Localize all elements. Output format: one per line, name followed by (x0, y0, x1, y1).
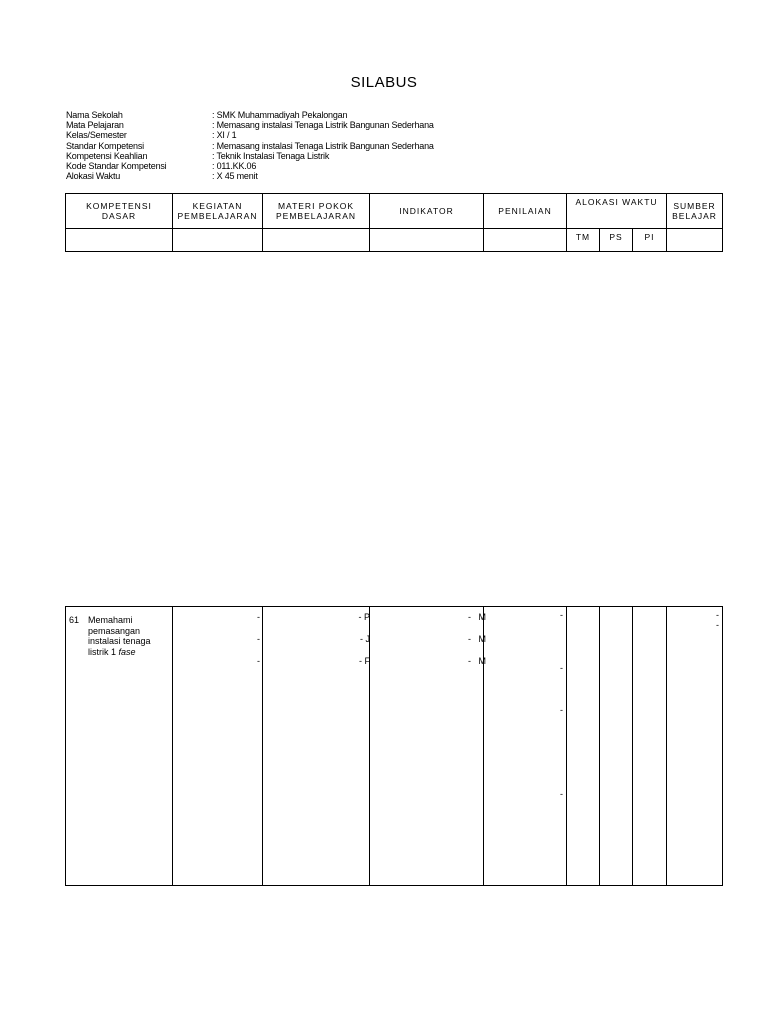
dash-marker: - (560, 705, 563, 715)
header-line: KOMPETENSI (86, 201, 152, 211)
kompetensi-line: pemasangan (88, 625, 141, 636)
cell-pi (633, 607, 667, 886)
info-value: : Teknik Instalasi Tenaga Listrik (212, 150, 330, 161)
col-header-indikator: INDIKATOR (370, 194, 484, 229)
col-header-sumber (667, 194, 723, 229)
info-value: : X 45 menit (212, 171, 258, 182)
cell-tm (567, 607, 600, 886)
kompetensi-line-italic: fase (118, 646, 136, 657)
col-header-kegiatan (173, 194, 263, 229)
info-row-standard (66, 141, 434, 151)
info-label: Kelas/Semester (66, 130, 127, 141)
dash-marker: - (716, 620, 719, 630)
empty-cell (263, 229, 370, 252)
page-title: SILABUS (350, 74, 418, 91)
col-header-tm: TM (567, 229, 600, 252)
syllabus-body-table (65, 606, 723, 886)
dash-marker: - (467, 656, 471, 666)
col-header-penilaian: PENILAIAN (484, 194, 567, 229)
empty-cell (484, 229, 567, 252)
indikator-letter: M (478, 634, 486, 644)
row-number: 61 (69, 615, 80, 625)
info-label: Nama Sekolah (66, 110, 123, 120)
materi-letter: J (365, 634, 370, 644)
dash-marker: - (560, 789, 563, 799)
dash-marker: - (358, 656, 362, 666)
syllabus-info (66, 110, 434, 181)
info-label: Kompetensi Keahlian (66, 150, 148, 161)
kompetensi-text (88, 615, 158, 657)
info-value: : Memasang instalasi Tenaga Listrik Bangunan Sederhana (212, 140, 434, 151)
info-label: Kode Standar Kompetensi (66, 161, 167, 172)
materi-marker (358, 612, 370, 622)
cell-penilaian (484, 607, 567, 886)
info-row-time (66, 171, 434, 181)
info-value: : SMK Muhammadiyah Pekalongan (212, 110, 348, 120)
col-header-pi: PI (633, 229, 667, 252)
info-value: : Memasang instalasi Tenaga Listrik Bangunan Sederhana (212, 120, 434, 131)
kompetensi-line: Memahami (88, 615, 133, 625)
kompetensi-line: instalasi tenaga (88, 636, 151, 646)
syllabus-header-table (65, 193, 723, 252)
header-line: PEMBELAJARAN (275, 211, 357, 221)
header-line: SUMBER (673, 201, 716, 211)
materi-marker (359, 656, 370, 666)
dash-marker: - (257, 634, 260, 644)
info-row-class (66, 130, 434, 140)
header-line: BELAJAR (672, 211, 717, 221)
header-line: MATERI POKOK (277, 201, 355, 211)
col-header-kompetensi (66, 194, 173, 229)
dash-marker: - (716, 610, 719, 620)
dash-marker: - (358, 612, 362, 622)
cell-materi (263, 607, 370, 886)
header-line: DASAR (101, 211, 137, 221)
info-value: : 011.KK.06 (212, 161, 257, 172)
kompetensi-line-text: listrik 1 (88, 646, 119, 657)
empty-cell (66, 229, 173, 252)
col-header-alokasi: ALOKASI WAKTU (567, 194, 667, 229)
dash-marker: - (560, 663, 563, 673)
dash-marker: - (467, 612, 471, 622)
cell-kegiatan (173, 607, 263, 886)
info-value: : XI / 1 (212, 130, 237, 141)
cell-indikator (370, 607, 484, 886)
dash-marker: - (257, 656, 260, 666)
indikator-letter: M (478, 656, 486, 666)
info-row-expertise (66, 151, 434, 161)
dash-marker: - (257, 612, 260, 622)
dash-marker: - (560, 610, 563, 620)
info-label: Standar Kompetensi (66, 140, 144, 151)
info-label: Alokasi Waktu (66, 171, 121, 182)
info-row-school (66, 110, 434, 120)
col-header-materi (263, 194, 370, 229)
materi-letter: P (363, 612, 370, 622)
info-row-subject (66, 120, 434, 130)
dash-marker: - (467, 634, 471, 644)
info-label: Mata Pelajaran (66, 120, 124, 131)
cell-kompetensi (66, 607, 173, 886)
header-line: PEMBELAJARAN (177, 211, 258, 221)
col-header-ps: PS (600, 229, 633, 252)
materi-marker (360, 634, 370, 644)
info-row-code (66, 161, 434, 171)
header-line: KEGIATAN (192, 201, 243, 211)
indikator-letter: M (478, 612, 486, 622)
cell-ps (600, 607, 633, 886)
empty-cell (667, 229, 723, 252)
empty-cell (173, 229, 263, 252)
dash-marker: - (359, 634, 363, 644)
cell-sumber (667, 607, 723, 886)
materi-letter: F (364, 656, 370, 666)
kompetensi-line (88, 647, 158, 658)
empty-cell (370, 229, 484, 252)
